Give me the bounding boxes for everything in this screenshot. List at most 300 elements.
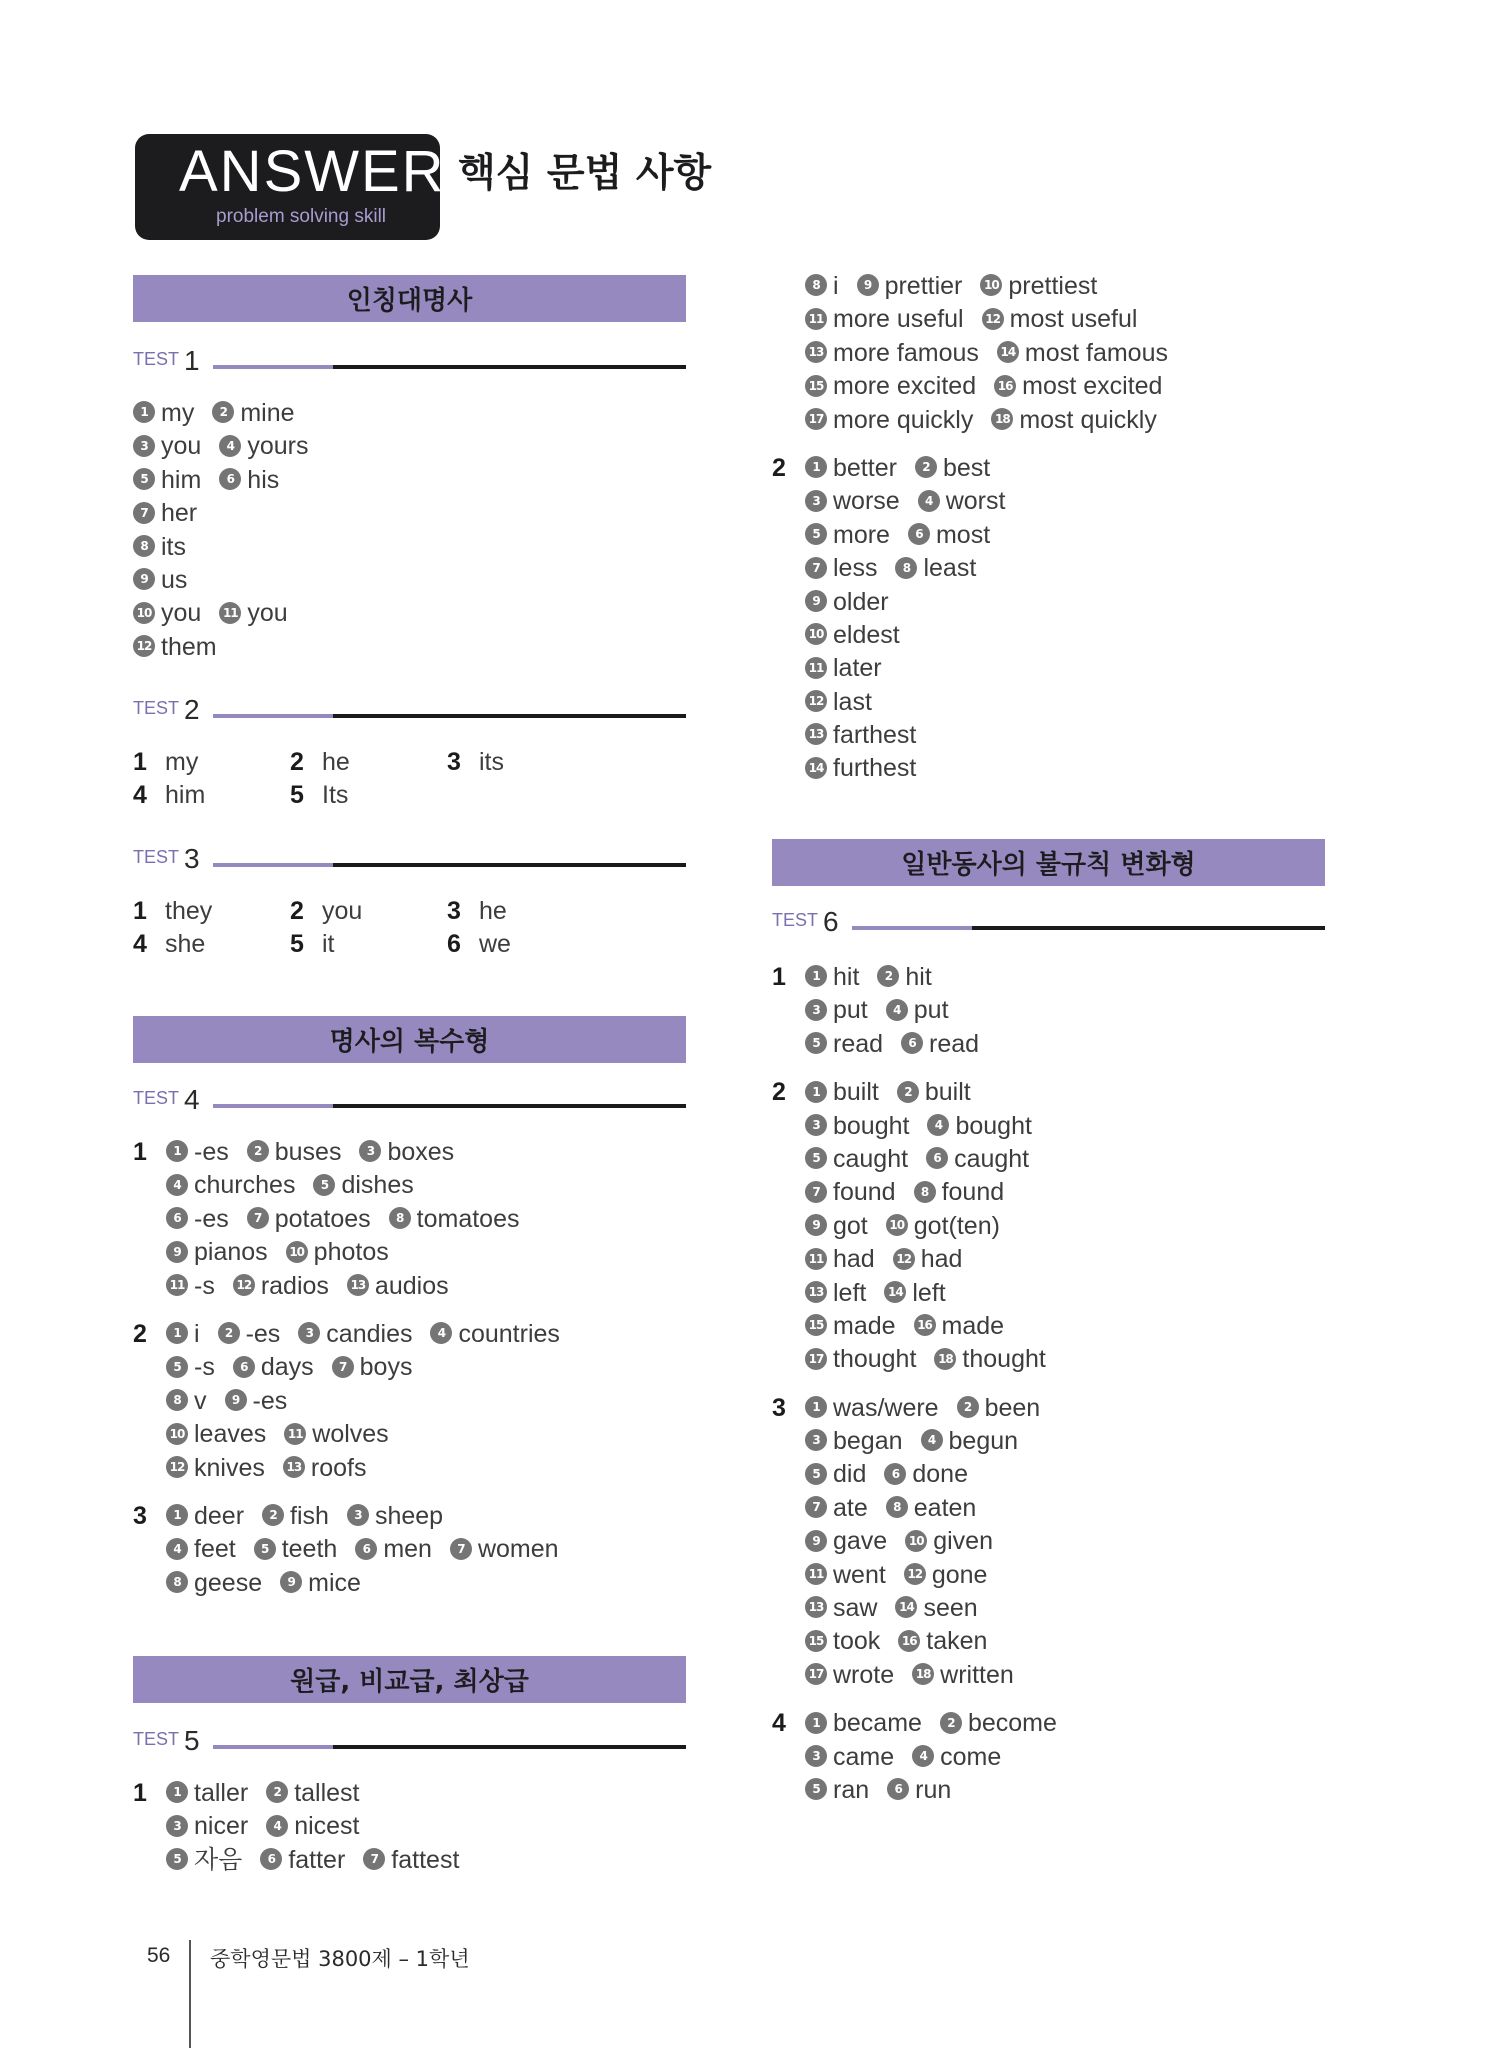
section-title-irregular: 일반동사의 불규칙 변화형	[772, 839, 1325, 886]
question-number: 3	[447, 748, 461, 776]
answer-item	[218, 1318, 281, 1351]
answer-text: seen	[923, 1594, 978, 1623]
answer-text: mice	[308, 1568, 361, 1597]
answer-cell	[133, 895, 290, 928]
test-rule	[333, 714, 686, 718]
circled-number-icon: 1	[805, 456, 827, 478]
answer-item	[918, 485, 1006, 518]
answer-row	[772, 1143, 1075, 1176]
answer-text: boxes	[387, 1138, 455, 1166]
circled-number-icon: 7	[332, 1356, 354, 1378]
answer-text: taken	[926, 1627, 988, 1656]
answer-text: more famous	[833, 338, 979, 367]
answer-text: most	[935, 520, 991, 549]
answer-item	[133, 464, 201, 497]
answer-badge-title: ANSWER	[179, 139, 446, 204]
circled-number-icon: 12	[166, 1456, 188, 1478]
circled-number-icon: 10	[133, 602, 155, 624]
test-label: TEST	[133, 847, 180, 867]
answer-cell	[447, 746, 567, 779]
answer-text: -s	[194, 1271, 215, 1300]
circled-number-icon: 1	[166, 1322, 188, 1344]
circled-number-icon: 1	[133, 401, 155, 423]
question-number: 2	[290, 897, 304, 925]
answer-text: become	[967, 1709, 1057, 1738]
answer-item	[805, 1176, 896, 1209]
circled-number-icon: 5	[805, 1147, 827, 1169]
answer-text: given	[933, 1527, 993, 1556]
answer-item	[219, 464, 279, 497]
answer-text: nicer	[194, 1812, 249, 1841]
answer-text: -es	[194, 1138, 229, 1166]
answer-item	[133, 631, 217, 664]
answer-text: made	[941, 1311, 1005, 1340]
circled-number-icon: 10	[905, 1530, 927, 1552]
answer-text: yours	[247, 432, 309, 461]
question-group	[772, 1076, 1075, 1377]
circled-number-icon: 9	[225, 1389, 247, 1411]
test-rule	[333, 365, 686, 369]
answer-text: had	[833, 1245, 875, 1274]
question-number: 1	[133, 1779, 147, 1807]
answer-item	[805, 1774, 869, 1807]
test-header-6	[772, 906, 1325, 946]
answer-item	[166, 1418, 266, 1451]
circled-number-icon: 2	[262, 1504, 284, 1526]
question-number: 5	[290, 930, 304, 959]
circled-number-icon: 10	[980, 274, 1002, 296]
circled-number-icon: 12	[904, 1563, 926, 1585]
circled-number-icon: 13	[805, 341, 827, 363]
answer-row	[772, 1659, 1075, 1692]
answer-row	[772, 303, 1186, 336]
page-heading: 핵심 문법 사항	[458, 151, 712, 196]
answer-text: countries	[458, 1319, 560, 1348]
answer-row	[133, 1777, 477, 1810]
question-number: 3	[772, 1393, 786, 1422]
answer-item	[934, 1343, 1045, 1376]
answer-item	[857, 270, 963, 303]
circled-number-icon: 7	[805, 557, 827, 579]
test-label: TEST	[133, 698, 180, 718]
answer-row	[772, 1243, 1075, 1276]
test-6-answers	[772, 961, 1075, 1807]
answer-text: most useful	[1009, 305, 1138, 334]
circled-number-icon: 12	[233, 1274, 255, 1296]
answer-text: done	[912, 1460, 968, 1489]
answer-item	[886, 1210, 1000, 1243]
answer-text: bought	[833, 1111, 910, 1140]
answer-cell	[133, 746, 290, 779]
answer-text: became	[833, 1709, 922, 1738]
answer-text: found	[941, 1178, 1005, 1207]
answer-item	[347, 1500, 443, 1533]
answer-text: 자음	[194, 1845, 243, 1874]
answer-text: him	[165, 781, 206, 810]
answer-item	[133, 497, 197, 530]
answer-row	[133, 1418, 578, 1451]
circled-number-icon: 10	[166, 1423, 188, 1445]
circled-number-icon: 6	[926, 1147, 948, 1169]
answer-text: ran	[833, 1775, 870, 1804]
circled-number-icon: 4	[927, 1114, 949, 1136]
test-5-answers-continued	[772, 270, 1186, 786]
question-number: 4	[133, 930, 147, 959]
answer-row	[772, 1625, 1075, 1658]
test-label: TEST	[133, 1088, 180, 1108]
circled-number-icon: 5	[805, 1778, 827, 1800]
answer-row	[133, 1351, 578, 1384]
circled-number-icon: 7	[450, 1538, 472, 1560]
answer-row	[772, 552, 1186, 585]
circled-number-icon: 3	[805, 1745, 827, 1767]
answer-text: we	[479, 930, 511, 959]
circled-number-icon: 3	[298, 1322, 320, 1344]
answer-item	[805, 1028, 883, 1061]
answer-item	[805, 404, 973, 437]
answer-text: took	[833, 1627, 881, 1656]
circled-number-icon: 11	[805, 1563, 827, 1585]
answer-text: candies	[326, 1319, 413, 1348]
answer-text: -es	[245, 1319, 281, 1348]
answer-item	[805, 1392, 939, 1425]
test-rule-accent	[213, 1745, 333, 1749]
circled-number-icon: 4	[886, 999, 908, 1021]
circled-number-icon: 1	[805, 1081, 827, 1103]
answer-text: us	[161, 565, 188, 594]
answer-text: fatter	[288, 1845, 346, 1874]
circled-number-icon: 12	[893, 1248, 915, 1270]
answer-item	[219, 597, 287, 630]
answer-item	[166, 1136, 229, 1169]
answer-item	[805, 1343, 916, 1376]
circled-number-icon: 7	[247, 1207, 269, 1229]
answer-text: you	[161, 432, 202, 461]
circled-number-icon: 6	[884, 1463, 906, 1485]
answer-item	[166, 1452, 265, 1485]
answer-text: -s	[194, 1353, 215, 1382]
circled-number-icon: 6	[233, 1356, 255, 1378]
section-title-pronoun: 인칭대명사	[133, 275, 686, 322]
answer-item	[805, 452, 897, 485]
question-group	[133, 1318, 578, 1485]
answer-row	[133, 564, 326, 597]
answer-text: later	[833, 654, 882, 683]
test-header-4	[133, 1084, 686, 1124]
answer-row	[133, 1500, 578, 1533]
answer-item	[805, 1110, 909, 1143]
circled-number-icon: 2	[897, 1081, 919, 1103]
question-group	[133, 1136, 578, 1303]
answer-cell	[133, 928, 290, 961]
answer-item	[805, 686, 872, 719]
question-group	[772, 270, 1186, 437]
circled-number-icon: 7	[363, 1848, 385, 1870]
answer-item	[908, 519, 990, 552]
circled-number-icon: 13	[805, 1596, 827, 1618]
answer-item	[233, 1351, 314, 1384]
answer-item	[805, 1525, 887, 1558]
answer-item	[886, 994, 949, 1027]
question-number: 6	[447, 930, 461, 959]
question-number: 5	[290, 781, 304, 810]
answer-item	[914, 1176, 1005, 1209]
circled-number-icon: 17	[805, 1663, 827, 1685]
answer-text: found	[833, 1178, 896, 1207]
circled-number-icon: 8	[389, 1207, 411, 1229]
test-header-2	[133, 694, 686, 734]
circled-number-icon: 16	[898, 1630, 920, 1652]
answer-text: fattest	[391, 1845, 460, 1874]
answer-text: him	[161, 465, 202, 494]
answer-row	[772, 1592, 1075, 1625]
answer-item	[225, 1385, 288, 1418]
test-number: 2	[184, 694, 200, 725]
circled-number-icon: 6	[166, 1207, 188, 1229]
answer-item	[166, 1318, 200, 1351]
circled-number-icon: 2	[212, 401, 234, 423]
answer-text: was/were	[833, 1393, 939, 1422]
test-3-answers	[133, 895, 567, 962]
answer-cell	[290, 895, 447, 928]
answer-item	[805, 1707, 922, 1740]
answer-item	[286, 1236, 389, 1269]
circled-number-icon: 14	[997, 341, 1019, 363]
answer-row	[133, 779, 567, 812]
answer-text: written	[940, 1660, 1014, 1689]
answer-item	[921, 1425, 1019, 1458]
answer-text: been	[984, 1393, 1041, 1422]
answer-text: prettiest	[1008, 272, 1098, 300]
answer-text: caught	[954, 1144, 1030, 1173]
circled-number-icon: 4	[918, 490, 940, 512]
answer-row	[772, 1028, 1075, 1061]
answer-text: it	[322, 930, 335, 959]
test-rule	[333, 863, 686, 867]
question-number: 3	[447, 897, 461, 925]
answer-text: teeth	[281, 1535, 338, 1564]
circled-number-icon: 5	[313, 1174, 335, 1196]
answer-item	[166, 1777, 248, 1810]
footer-divider	[189, 1940, 191, 2048]
circled-number-icon: 8	[133, 535, 155, 557]
circled-number-icon: 4	[166, 1174, 188, 1196]
answer-text: went	[833, 1560, 886, 1589]
circled-number-icon: 18	[912, 1663, 934, 1685]
answer-item	[904, 1559, 988, 1592]
answer-item	[166, 1351, 215, 1384]
circled-number-icon: 10	[805, 623, 827, 645]
test-rule	[972, 926, 1325, 930]
answer-text: wolves	[312, 1420, 389, 1449]
circled-number-icon: 1	[166, 1781, 188, 1803]
test-number: 6	[823, 906, 839, 937]
answer-text: saw	[833, 1594, 878, 1623]
answer-text: bought	[955, 1111, 1032, 1140]
question-group	[133, 1777, 477, 1877]
answer-item	[895, 1592, 977, 1625]
answer-item	[805, 1458, 866, 1491]
circled-number-icon: 9	[805, 1214, 827, 1236]
answer-text: deer	[194, 1501, 245, 1530]
answer-text: least	[923, 554, 977, 583]
answer-text: had	[920, 1245, 963, 1274]
question-number: 4	[772, 1709, 786, 1738]
test-rule-accent	[852, 926, 972, 930]
answer-item	[805, 961, 859, 994]
circled-number-icon: 2	[218, 1322, 240, 1344]
circled-number-icon: 3	[166, 1815, 188, 1837]
answer-row	[772, 1176, 1075, 1209]
answer-item	[926, 1143, 1029, 1176]
answer-row	[772, 370, 1186, 403]
answer-text: begun	[948, 1427, 1019, 1456]
answer-item	[219, 430, 308, 463]
circled-number-icon: 1	[166, 1140, 188, 1162]
test-rule-accent	[213, 365, 333, 369]
answer-item	[915, 452, 990, 485]
circled-number-icon: 8	[805, 274, 827, 296]
answer-item	[166, 1236, 268, 1269]
circled-number-icon: 1	[166, 1504, 188, 1526]
answer-row	[133, 1533, 578, 1566]
circled-number-icon: 11	[219, 602, 241, 624]
answer-text: nicest	[294, 1812, 360, 1841]
circled-number-icon: 8	[166, 1571, 188, 1593]
answer-text: sheep	[374, 1501, 444, 1530]
test-number: 4	[184, 1084, 200, 1115]
answer-text: -es	[252, 1386, 288, 1415]
answer-item	[262, 1500, 329, 1533]
answer-text: worst	[945, 487, 1006, 516]
answer-text: older	[833, 587, 889, 616]
answer-item	[166, 1567, 262, 1600]
answer-row	[133, 1270, 578, 1303]
answer-item	[805, 1741, 894, 1774]
answer-item	[805, 552, 877, 585]
answer-text: knives	[194, 1453, 265, 1482]
answer-item	[805, 752, 916, 785]
answer-row	[772, 519, 1186, 552]
circled-number-icon: 11	[805, 1248, 827, 1270]
answer-item	[247, 1203, 371, 1236]
answer-text: mine	[240, 399, 295, 427]
answer-item	[805, 1210, 868, 1243]
circled-number-icon: 11	[284, 1423, 306, 1445]
answer-text: most famous	[1024, 338, 1168, 367]
question-number: 1	[133, 897, 147, 925]
answer-row	[133, 746, 567, 779]
answer-row	[772, 1110, 1075, 1143]
answer-item	[247, 1136, 342, 1169]
answer-cell	[133, 779, 290, 812]
answer-item	[332, 1351, 413, 1384]
answer-item	[805, 1559, 886, 1592]
answer-row	[772, 752, 1186, 785]
section-title-compare: 원급, 비교급, 최상급	[133, 1656, 686, 1703]
answer-text: more quickly	[833, 405, 974, 434]
answer-text: left	[912, 1278, 946, 1307]
circled-number-icon: 5	[166, 1356, 188, 1378]
question-group	[772, 452, 1186, 786]
answer-row	[772, 270, 1186, 303]
circled-number-icon: 5	[805, 523, 827, 545]
circled-number-icon: 16	[994, 375, 1016, 397]
answer-text: i	[194, 1319, 200, 1348]
circled-number-icon: 18	[991, 408, 1013, 430]
answer-text: radios	[260, 1271, 329, 1300]
answer-row	[772, 1741, 1075, 1774]
answer-item	[805, 270, 839, 303]
answer-text: gone	[931, 1560, 988, 1589]
answer-text: feet	[194, 1535, 236, 1564]
answer-item	[805, 485, 900, 518]
answer-item	[994, 370, 1162, 403]
test-header-1	[133, 345, 686, 385]
answer-item	[980, 270, 1097, 303]
answer-text: caught	[833, 1144, 909, 1173]
answer-row	[133, 1810, 477, 1843]
answer-row	[133, 1385, 578, 1418]
answer-text: eldest	[833, 620, 900, 649]
circled-number-icon: 8	[914, 1181, 936, 1203]
answer-text: eaten	[913, 1493, 977, 1522]
answer-text: prettier	[884, 272, 963, 300]
circled-number-icon: 6	[260, 1848, 282, 1870]
answer-item	[166, 1500, 244, 1533]
answer-item	[912, 1741, 1001, 1774]
answer-item	[884, 1277, 945, 1310]
circled-number-icon: 1	[805, 965, 827, 987]
answer-item	[805, 586, 889, 619]
answer-item	[805, 719, 916, 752]
answer-item	[895, 552, 976, 585]
circled-number-icon: 10	[286, 1241, 308, 1263]
answer-item	[254, 1533, 338, 1566]
answer-item	[884, 1458, 968, 1491]
answer-text: last	[833, 687, 872, 716]
circled-number-icon: 16	[914, 1314, 936, 1336]
answer-text: more	[833, 520, 890, 549]
test-label: TEST	[133, 349, 180, 369]
circled-number-icon: 5	[805, 1032, 827, 1054]
answer-item	[284, 1418, 388, 1451]
question-number: 1	[133, 1138, 147, 1166]
answer-text: hit	[833, 963, 860, 991]
answer-text: tallest	[294, 1779, 360, 1807]
answer-item	[991, 404, 1157, 437]
section-title-plural: 명사의 복수형	[133, 1016, 686, 1063]
answer-item	[280, 1567, 361, 1600]
circled-number-icon: 9	[280, 1571, 302, 1593]
answer-text: women	[477, 1535, 559, 1564]
answer-text: days	[260, 1353, 314, 1382]
answer-item	[133, 597, 201, 630]
answer-cell	[290, 746, 447, 779]
circled-number-icon: 14	[805, 757, 827, 779]
test-rule-accent	[213, 714, 333, 718]
circled-number-icon: 7	[133, 502, 155, 524]
circled-number-icon: 15	[805, 1630, 827, 1652]
answer-cell	[447, 895, 567, 928]
circled-number-icon: 8	[166, 1389, 188, 1411]
answer-text: wrote	[833, 1660, 895, 1689]
answer-text: she	[165, 930, 206, 959]
answer-row	[133, 1236, 578, 1269]
circled-number-icon: 13	[805, 723, 827, 745]
circled-number-icon: 3	[359, 1140, 381, 1162]
circled-number-icon: 17	[805, 1348, 827, 1370]
